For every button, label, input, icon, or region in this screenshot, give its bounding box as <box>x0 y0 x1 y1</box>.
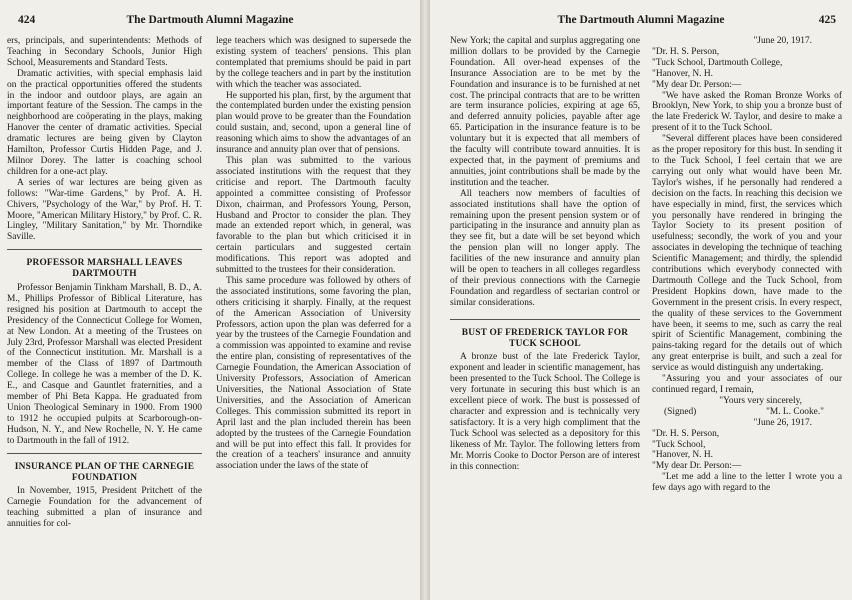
article-heading: INSURANCE PLAN OF THE CARNEGIE FOUNDATION <box>14 461 195 483</box>
letter-address-line: "Tuck School, Dartmouth College, <box>652 57 783 68</box>
letter-address-line: "Hanover, N. H. <box>652 68 713 79</box>
letter-address-line: "Tuck School, <box>652 439 706 450</box>
article-heading: BUST OF FREDERICK TAYLOR FOR TUCK SCHOOL <box>461 327 629 349</box>
letter-address-line: "Dr. H. S. Person, <box>652 428 720 439</box>
paragraph: "Several different places have been considered as the proper repository for this bust. In sending it to the Tuck School, I feel certain that we are carrying out only what would have been Mr. Taylor's wishes, if he personally had rendered a decision on the facts. In reaching this decision we have especially in mind, first, the services which you personally have rendered in bringing the Taylor Society to its present position of usefulness; secondly, the work of you and your associates in developing the technique of teaching Scientific Management; and thirdly, the splendid contributions which everybody connected with Dartmouth College and the Tuck School, from President Hopkins down, have made to the Government in the present crisis. In every respect, the quality of these services to the Government have been, it seems to me, such as carry the real spirit of Scientific Management, combining the pains-taking regard for the details out of which any great enterprise is built, and such a zeal for service as would distinguish any undertaking. <box>652 134 842 374</box>
right-column-1 <box>450 36 640 472</box>
letter-closing: "Yours very sincerely, <box>719 395 802 406</box>
paragraph: "We have asked the Roman Bronze Works of Brooklyn, New York, to ship you a bronze bust of the late Frederick W. Taylor, and desire to make a present of it to the Tuck School. <box>652 90 842 134</box>
paragraph: Professor Benjamin Tinkham Marshall, B. D., A. M., Phillips Professor of Biblical Literature, has resigned his position at Dartmouth to accept the Presidency of the Connecticut College for Women, at New London. At a meeting of the Trustees on July 23rd, Professor Marshall was elected President of the Connecticut institution. Mr. Marshall is a member of the Class of 1897 of Dartmouth College. In college he was a member of the D. K. E., and Casque and Gauntlet fraternities, and a member of Phi Beta Kappa. He graduated from Union Theological Seminary in 1900. From 1900 to 1912 he occupied pulpits at Scarborough-on-Hudson, N. Y., and New Rochelle, N. Y. He came to Dartmouth in the fall of 1912. <box>7 283 202 446</box>
article-heading: PROFESSOR MARSHALL LEAVES DARTMOUTH <box>26 258 183 280</box>
right-running-title: The Dartmouth Alumni Magazine <box>557 14 725 26</box>
left-running-title: The Dartmouth Alumni Magazine <box>126 14 294 26</box>
paragraph: lege teachers which was designed to supersede the existing system of teachers' pensions. This plan contemplated that premiums should be paid in part by the college teachers and in part by the institution with which the teacher was associated. <box>216 36 411 90</box>
paragraph: This same procedure was followed by others of the associated institutions, some favoring the plan, others criticising it sharply. Finally, at the request of the American Association of University Professors, action upon the plan was deferred for a year by the trustees of the Carnegie Foundation and a commission was appointed to examine and revise the entire plan, consisting of representatives of the Carnegie Foundation, the American Association of University Professors, Association of American Universities, the National Association of State Universities, and the Association of American Colleges. This commission submitted its report in April last and the plan included therein has been adopted by the trustees of the Carnegie Foundation and will be put into effect this fall. It provides for the creation of a teachers' insurance and annuity association under the laws of the state of <box>216 275 411 472</box>
paragraph: All teachers now members of faculties of associated institutions shall have the option of remaining upon the present pension system or of participating in the insurance and annuity plan as they see fit, but a date will be set beyond which the pension plan will no longer apply. The facilities of the new insurance and annuity plan will be open to teachers in all colleges regardless of their previous connections with the Carnegie Foundation and regardless of sectarian control or similar considerations. <box>450 188 640 308</box>
signed-name: "M. L. Cooke." <box>766 406 824 417</box>
divider <box>450 319 640 320</box>
letter-date: "June 20, 1917. <box>753 36 812 46</box>
book-gutter <box>420 0 430 600</box>
letter-salutation: "My dear Dr. Person:— <box>652 461 742 472</box>
left-page-number: 424 <box>18 14 36 26</box>
divider <box>7 249 202 250</box>
letter-salutation: "My dear Dr. Person:— <box>652 79 742 90</box>
left-page-header <box>0 14 420 28</box>
left-column-1 <box>7 36 202 530</box>
right-page-header <box>430 14 852 28</box>
paragraph: A bronze bust of the late Frederick Taylor, exponent and leader in scientific management, has been presented to the Tuck School. The College is very fortunate in securing this bust which is an excellent piece of work. The bust is possessed of character and expression and is technically very satisfactory. It is a very high compliment that the Tuck School was selected as a depository for this likeness of Mr. Taylor. The following letters from Mr. Morris Cooke to Doctor Person are of interest in this connection: <box>450 352 640 472</box>
letter-address-line: "Dr. H. S. Person, <box>652 46 720 57</box>
paragraph: In November, 1915, President Pritchett of the Carnegie Foundation for the advancement of teaching submitted a plan of insurance and annuities for col- <box>7 486 202 530</box>
paragraph: A series of war lectures are being given as follows: "War-time Gardens," by Prof. A. H. Chivers, "Psychology of the War," by Prof. H. T. Moore, "American Military History," by Prof. C. R. Lingley, "Military Sanitation," by Mr. Thorndike Saville. <box>7 177 202 243</box>
left-page <box>0 0 420 600</box>
right-column-2 <box>652 36 842 494</box>
paragraph: He supported his plan, first, by the argument that the contemplated burden under the existing pension plan would prove to be greater than the Foundation could sustain, and, second, upon a general line of reasoning which aims to show the advantages of an insurance and annuity plan over that of pensions. <box>216 90 411 156</box>
letter-signature <box>652 407 842 418</box>
paragraph: This plan was submitted to the various associated institutions with the request that they criticise and report. The Dartmouth faculty appointed a committee consisting of Professor Dixon, chairman, and Professors Young, Person, Husband and Proctor to consider the plan. They made an extended report which, in general, was favorable to the plan but which criticised it in certain particulars and suggested certain modifications. This report was adopted and submitted to the trustees for their consideration. <box>216 155 411 276</box>
divider <box>7 453 202 454</box>
paragraph: Dramatic activities, with special emphasis laid on the practical opportunities offered the students in the indoor and outdoor plays, are again an important feature of the Session. The camps in the neighborhood are coöperating in the plays, making Hanover the center of dramatic activities. Special dramatic lectures are being given by Clayton Hamilton, Professor Curtis Hidden Page, and J. Milnor Dorey. The latter is coaching school children for a one-act play. <box>7 68 202 177</box>
paragraph: ers, principals, and superintendents: Methods of Teaching in Secondary Schools, Junior High School, Measurements and Standard Tests. <box>7 36 202 68</box>
right-page-number: 425 <box>818 14 836 26</box>
left-column-2 <box>216 36 411 472</box>
letter-address-line: "Hanover, N. H. <box>652 450 713 461</box>
paragraph: "Assuring you and your associates of our continued regard, I remain, <box>652 374 842 395</box>
paragraph: "Let me add a line to the letter I wrote you a few days ago with regard to the <box>652 472 842 494</box>
signed-label: (Signed) <box>664 406 697 417</box>
right-page <box>430 0 852 600</box>
paragraph: New York; the capital and surplus aggregating one million dollars to be provided by the Carnegie Foundation. All over-head expenses of the Insurance Association are to be met by the Foundation and insurance is to be furnished at net cost. The principal contracts that are to be written are term insurance policies, expiring at age 65, and deferred annuity policies, payable after age 65. Participation in the insurance feature is to be voluntary but it is expected that all members of the faculty will contribute toward annuities. It is expected that, in the payment of premiums and annuities, joint contributions shall be made by the institution and the teacher. <box>450 36 640 188</box>
letter-date: "June 26, 1917. <box>753 417 812 428</box>
